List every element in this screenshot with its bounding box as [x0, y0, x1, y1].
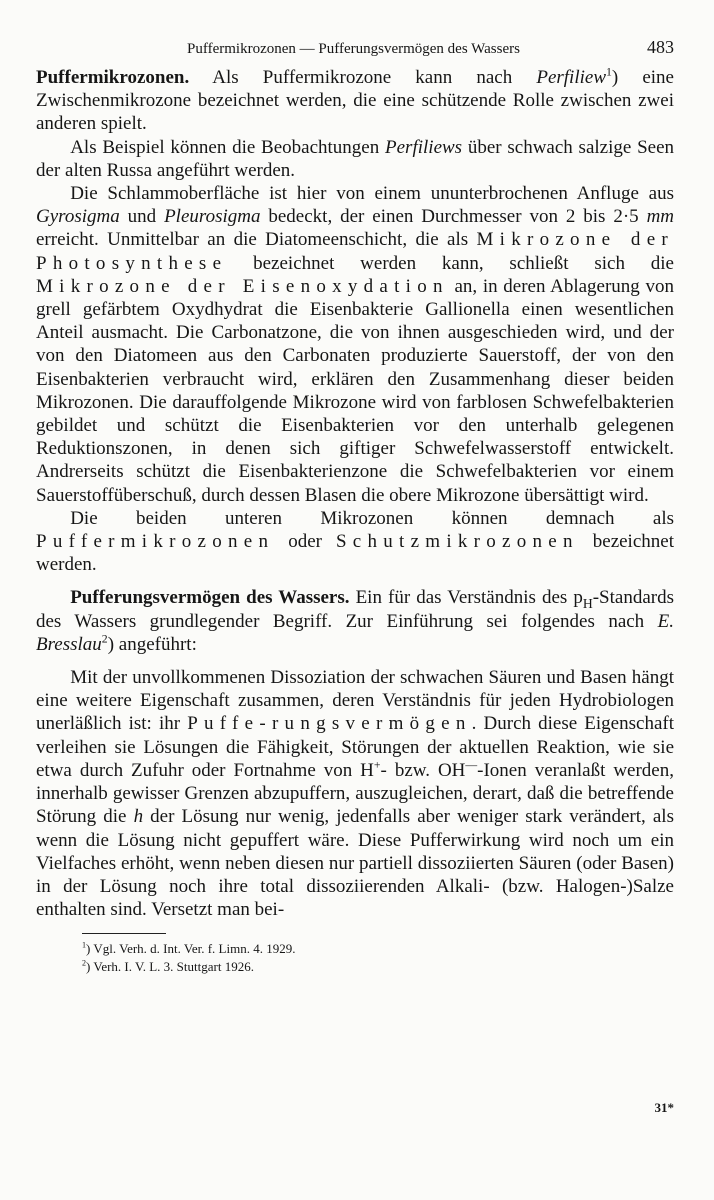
footnote-marker: 1 [82, 940, 87, 950]
genus-name: Gyrosigma [36, 206, 120, 228]
paragraph-untere-mikrozonen [36, 507, 674, 577]
footnotes [36, 940, 674, 976]
paragraph-text: ) angeführt: [107, 633, 197, 655]
genus-name: Pleurosigma [164, 206, 261, 228]
spaced-term: Mikrozone der Eisenoxydation [36, 275, 449, 297]
paragraph-text: der Lösung nur wenig, jedenfalls aber weniger stark verändert, als wenn die Lösung nicht gepuffert wäre. Diese Pufferwirkung wird noch um ein Vielfaches erhöht, wenn neben diesen nur partiell dissoziierten Säuren (oder Basen) in der Lösung noch ihre total dissoziierenden Alkali- (bzw. Halogen-)Salze enthalten sind. Versetzt man bei- [36, 806, 674, 921]
paragraph-text: -Ionen veranlaßt werden, innerhalb gewisser Grenzen abzupuffern, auszugleichen, derart, daß die betreffende Störung die [36, 759, 674, 828]
spaced-term: Puffe-rungsvermögen [187, 713, 472, 735]
paragraph-text: . Durch diese Eigenschaft verleihen sie Lösungen die Fähigkeit, Störungen der aktuellen Reaktion, wie sie etwa durch Zufuhr oder Fortnahme von H [36, 713, 674, 781]
unit: mm [646, 206, 675, 228]
paragraph-text: an, in deren Ablagerung von grell gefärbtem Oxydhydrat die Eisenbakterie Gallionella einen wesentlichen Anteil ausmacht. Die Carbonatzone, die von ihnen ausgeschieden wird, und der von den Diatomeen aus den Carbonaten produzierte Sauerstoff, der von den Eisenbakterien verbraucht wird, erklären den Zusammenhang dieser beiden Mikrozonen. Die darauffolgende Mikrozone wird von farblosen Schwefelbakterien gebildet und schützt die Eisenbakterien vor den unterhalb gelegenen Reduktionszonen, in denen sich giftiger Schwefelwasserstoff entwickelt. Andrerseits schützt die Eisenbakterienzone die Schwefelbakterien vor einem Sauerstoffüberschuß, durch dessen Blasen die obere Mikrozone übersättigt wird. [36, 275, 674, 506]
author-name: Perfiliews [385, 136, 463, 158]
paragraph-text: oder [274, 531, 336, 553]
paragraph-text: Ein für das Verständnis des [349, 587, 574, 609]
signature-mark: 31* [654, 1100, 674, 1115]
ph-symbol: $p_H$ [573, 587, 593, 612]
spaced-term: Mikrozone der Photosynthese [36, 229, 674, 274]
paragraph-pufferungsvermoegen [36, 586, 674, 656]
spaced-term: Puffermikrozonen [36, 531, 275, 553]
spaced-term: Schutzmikrozonen [335, 531, 579, 553]
footnote-ref-2: 2 [101, 632, 108, 646]
page-number: 483 [647, 37, 674, 57]
section-heading-pufferungsvermoegen: Pufferungsvermögen des Wassers. [70, 587, 350, 609]
paragraph-puffermikrozonen [36, 66, 674, 136]
symbol-h: h [133, 806, 144, 828]
paragraph-text: - bzw. OH [380, 759, 466, 781]
paragraph-text: bedeckt, der einen Durchmesser von 2 bis 2·5 [260, 206, 647, 228]
footnote-rule [82, 933, 166, 934]
paragraph-text: bezeichnet werden. [36, 531, 674, 576]
running-head [36, 36, 674, 66]
paragraph-beispiel [36, 136, 674, 182]
footnote-1 [82, 940, 674, 958]
paragraph-text: Mit der unvollkommenen Dissoziation der schwachen Säuren und Basen hängt eine weitere Eigenschaft zusammen, deren Verständnis für jeden Hydrobiologen unerläßlich ist: ihr [36, 667, 674, 735]
running-head-title: Puffermikrozonen — Pufferungsvermögen des Wassers [187, 41, 520, 57]
paragraph-text: Als Puffermikrozone kann nach [189, 67, 537, 88]
paragraph-text: ) eine Zwischenmikrozone bezeichnet werden, die eine schützende Rolle zwischen zwei anderen spielt. [36, 67, 674, 135]
paragraph-text: Die Schlammoberfläche ist hier von einem ununterbrochenen Anfluge aus [70, 183, 674, 205]
superscript-minus: — [465, 758, 478, 772]
footnote-ref-1: 1 [606, 65, 612, 79]
author-name: Perfiliew [536, 67, 606, 88]
paragraph-text: und [119, 206, 165, 228]
paragraph-schlammoberflaeche [36, 182, 674, 507]
paragraph-text: erreicht. Unmittelbar an die Diatomeenschicht, die als [36, 229, 477, 251]
footnote-marker: 2 [82, 958, 87, 968]
footnote-text: ) Verh. I. V. L. 3. Stuttgart 1926. [86, 959, 254, 975]
paragraph-text: über schwach salzige Seen der alten Russa angeführt werden. [36, 136, 674, 181]
body-text [36, 66, 674, 921]
paragraph-dissoziation [36, 666, 674, 921]
footnote-text: ) Vgl. Verh. d. Int. Ver. f. Limn. 4. 1929. [86, 941, 296, 957]
footnote-2 [82, 958, 674, 976]
superscript-plus: + [373, 758, 381, 772]
author-name: E. Bresslau [36, 610, 674, 655]
section-heading-puffermikrozonen: Puffermikrozonen. [36, 67, 190, 88]
paragraph-text: Als Beispiel können die Beobachtungen [70, 136, 386, 158]
paragraph-text: bezeichnet werden kann, schließt sich die [227, 252, 674, 274]
paragraph-text: Die beiden unteren Mikrozonen können demnach als [70, 507, 674, 529]
paragraph-text: -Standards des Wassers grundlegender Begriff. Zur Einführung sei folgendes nach [36, 587, 674, 632]
